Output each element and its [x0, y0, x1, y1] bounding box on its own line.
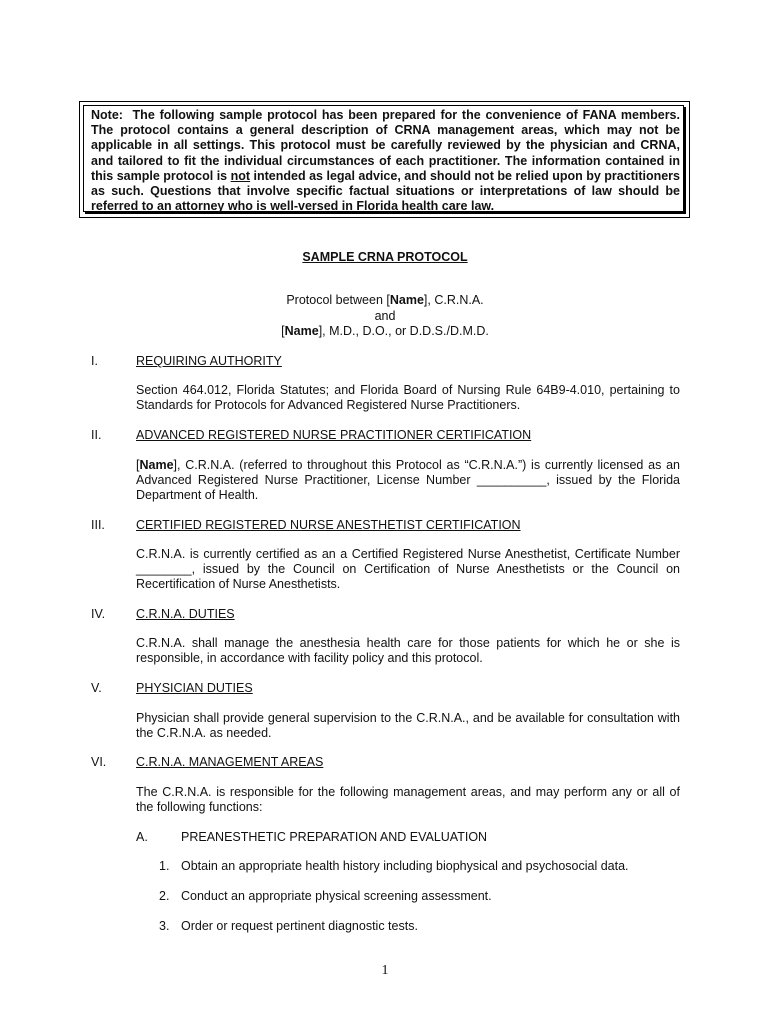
- section-2-body-pre: [: [136, 458, 140, 472]
- section-5-heading: PHYSICIAN DUTIES: [136, 681, 253, 695]
- section-2-name-placeholder: Name: [139, 458, 174, 472]
- page-number: 1: [381, 963, 389, 978]
- disclaimer-body-2: intended as legal advice, and should not be relied upon by practitioners as such. Questions that involve specific factual situations or interpretations of law should be referred to an attorney who is well-versed in Florida health care law.: [91, 168, 681, 214]
- section-6-numeral: VI.: [91, 755, 107, 769]
- parties-line-2: and: [374, 309, 396, 323]
- subsection-a-letter: A.: [136, 830, 148, 844]
- section-4-numeral: IV.: [91, 607, 106, 621]
- subsection-a-heading: PREANESTHETIC PREPARATION AND EVALUATION: [181, 830, 488, 844]
- section-6-heading: C.R.N.A. MANAGEMENT AREAS: [136, 755, 324, 769]
- parties-line-3-post: ], M.D., D.O., or D.D.S./D.M.D.: [318, 324, 489, 338]
- document-title: SAMPLE CRNA PROTOCOL: [302, 250, 468, 264]
- section-3-body: C.R.N.A. is currently certified as an a Certified Registered Nurse Anesthetist, Certificate Number ________, issued by the Council on Certification of Nurse Anesthetists or the Council on Recertification of Nurse Anesthetists.: [136, 547, 680, 591]
- section-1-body: Section 464.012, Florida Statutes; and Florida Board of Nursing Rule 64B9-4.010, pertaining to Standards for Protocols for Advanced Registered Nurse Practitioners.: [136, 383, 680, 412]
- list-item-1-text: Obtain an appropriate health history including biophysical and psychosocial data.: [181, 859, 629, 873]
- list-item-3-number: 3.: [159, 919, 170, 933]
- section-4-body: C.R.N.A. shall manage the anesthesia health care for those patients for which he or she is responsible, in accordance with facility policy and this protocol.: [136, 636, 680, 665]
- list-item-2-number: 2.: [159, 889, 170, 903]
- section-2-heading: ADVANCED REGISTERED NURSE PRACTITIONER CERTIFICATION: [136, 428, 532, 442]
- section-3-heading: CERTIFIED REGISTERED NURSE ANESTHETIST CERTIFICATION: [136, 518, 521, 532]
- section-4-heading: C.R.N.A. DUTIES: [136, 607, 235, 621]
- parties-line-3: [0, 324, 770, 339]
- section-1-heading: REQUIRING AUTHORITY: [136, 354, 282, 368]
- parties-line-1-post: ], C.R.N.A.: [423, 293, 484, 307]
- list-item-3-text: Order or request pertinent diagnostic tests.: [181, 919, 418, 933]
- physician-name-placeholder: Name: [284, 324, 319, 338]
- parties-line-3-pre: [: [281, 324, 285, 338]
- parties-line-1: [0, 293, 770, 308]
- section-1-numeral: I.: [91, 354, 98, 368]
- disclaimer-body-1: The following sample protocol has been prepared for the convenience of FANA members. The protocol contains a general description of CRNA management areas, which may not be applicable in all settings. This protocol must be carefully reviewed by the physician and CRNA, and tailored to fit the individual circumstances of each practitioner. The information contained in this sample protocol is: [91, 108, 680, 183]
- list-item-2-text: Conduct an appropriate physical screening assessment.: [181, 889, 492, 903]
- disclaimer-emphasis: not: [230, 168, 251, 183]
- crna-name-placeholder: Name: [389, 293, 424, 307]
- parties-line-1-pre: Protocol between [: [286, 293, 390, 307]
- disclaimer-text: [91, 108, 680, 214]
- section-6-body: The C.R.N.A. is responsible for the following management areas, and may perform any or all of the following functions:: [136, 785, 680, 814]
- section-5-body: Physician shall provide general supervision to the C.R.N.A., and be available for consultation with the C.R.N.A. as needed.: [136, 711, 680, 740]
- list-item-1-number: 1.: [159, 859, 170, 873]
- section-2-body: [136, 458, 680, 503]
- section-5-numeral: V.: [91, 681, 102, 695]
- section-3-numeral: III.: [91, 518, 105, 532]
- section-2-numeral: II.: [91, 428, 102, 442]
- section-2-body-post: ], C.R.N.A. (referred to throughout this Protocol as “C.R.N.A.”) is currently licensed as an Advanced Registered Nurse Practitioner, License Number __________, issued by the Florida Department of Health.: [136, 458, 680, 502]
- disclaimer-label: Note:: [91, 108, 123, 122]
